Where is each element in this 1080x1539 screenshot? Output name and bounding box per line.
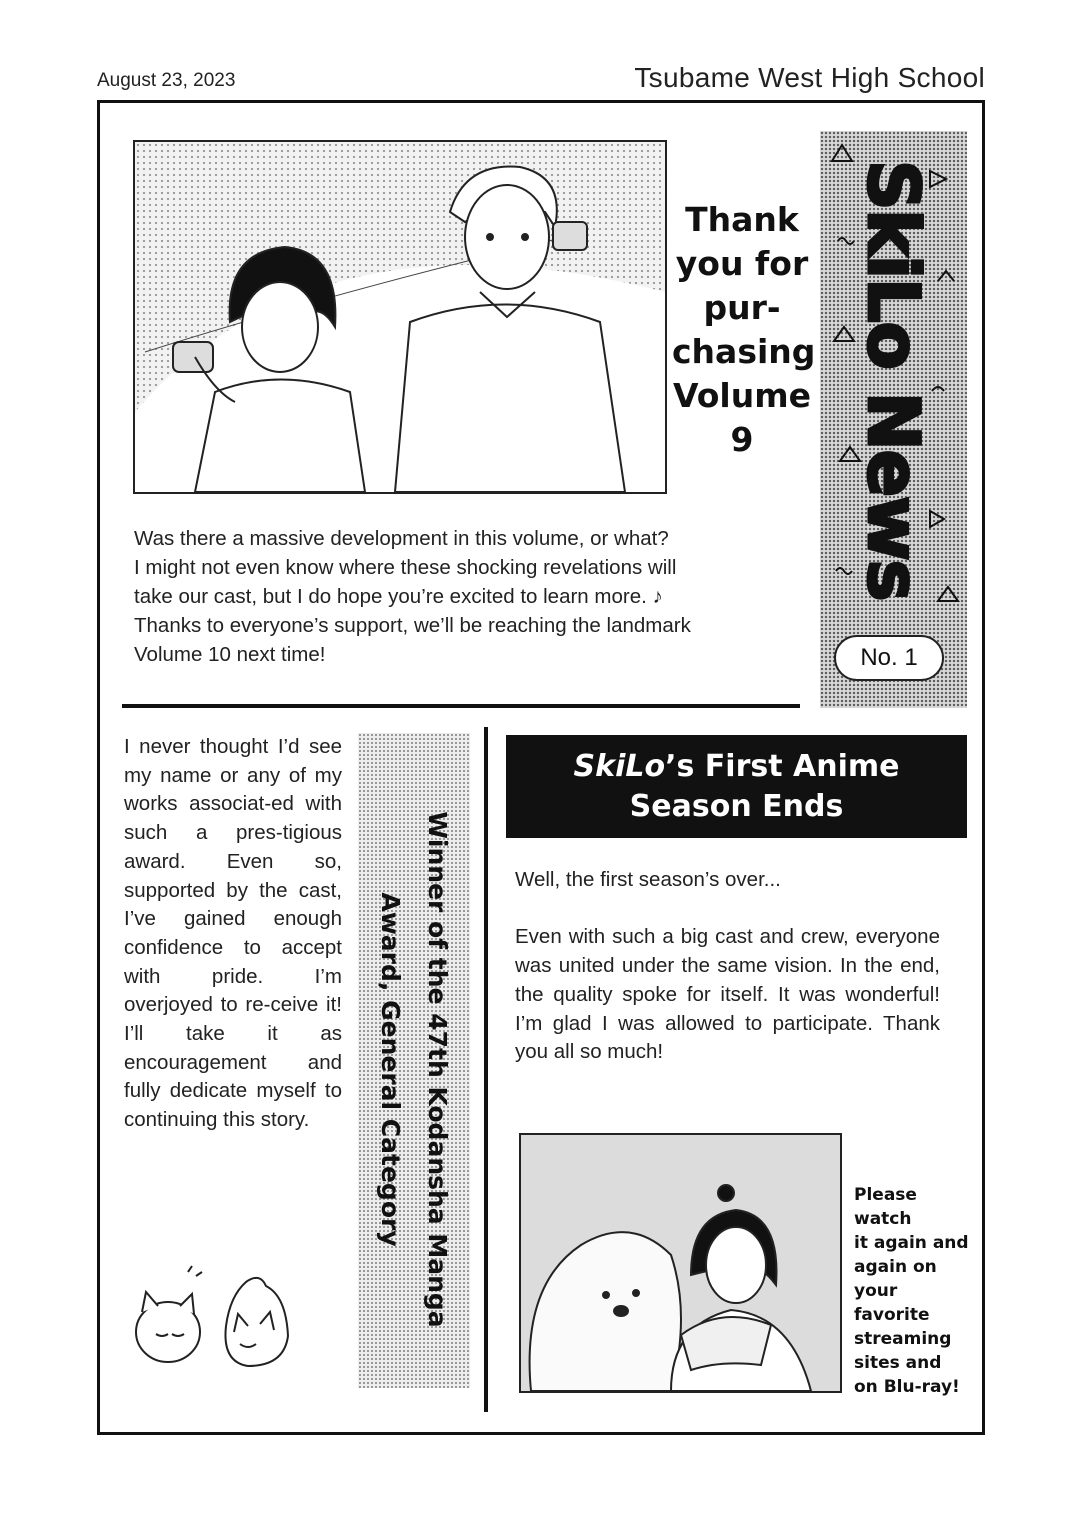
intro-line: take our cast, but I do hope you’re excited to learn more. ♪ (134, 585, 663, 608)
intro-line: Thanks to everyone’s support, we’ll be reaching the landmark (134, 614, 691, 637)
column-divider (484, 727, 488, 1412)
anime-heading-line1 (506, 747, 967, 787)
anime-para-1: Well, the first season’s over... (515, 868, 781, 891)
thanks-heading: Thank you for pur- chasing Volume 9 (672, 200, 816, 459)
anime-heading (506, 735, 967, 838)
girl-and-dog-illustration (521, 1135, 840, 1391)
award-title-line1: Winner of the 47th Kodansha Manga (423, 811, 452, 1328)
masthead-title-text: SkiLo News (852, 160, 934, 601)
top-illustration (133, 140, 667, 494)
intro-line: I might not even know where these shocking revelations will (134, 556, 677, 579)
bottom-illustration (519, 1133, 842, 1393)
watch-caption-line: sites and (854, 1353, 942, 1373)
watch-caption-line: again on your (854, 1257, 937, 1301)
watch-caption-line: favorite (854, 1305, 930, 1325)
sleeping-cats-illustration (128, 1262, 308, 1372)
watch-caption-line: streaming (854, 1329, 952, 1349)
award-title-line2: Award, General Category (376, 892, 405, 1247)
award-title-text (367, 782, 461, 1357)
issue-number-badge: No. 1 (834, 635, 944, 681)
anime-heading-rest: ’s First Anime (665, 749, 900, 784)
intro-paragraph (134, 524, 794, 669)
anime-heading-title: SkiLo (573, 749, 666, 784)
anime-para-2: Even with such a big cast and crew, everyone was united under the same vision. In the end, the quality spoke for itself. It was wonderful! I’m glad I was allowed to participate. Thank you all so much! (515, 925, 940, 1064)
intro-line: Volume 10 next time! (134, 643, 326, 666)
boy-figure (395, 167, 625, 492)
award-body: I never thought I’d see my name or any of my works associat-ed with such a pres-tigious award. Even so, supported by the cast, I’ve gained enough confidence to accept with pride. I’m overjoyed to re-ceive it! I’ll take it as encouragement and fully dedicate myself to continuing this story. (124, 735, 342, 1132)
issue-date: August 23, 2023 (97, 70, 236, 91)
school-name: Tsubame West High School (634, 62, 985, 93)
anime-body (515, 866, 940, 1096)
tin-can-phone-illustration (135, 142, 665, 492)
watch-caption-line: Please watch (854, 1185, 917, 1229)
watch-caption-line: on Blu-ray! (854, 1377, 960, 1397)
intro-line: Was there a massive development in this volume, or what? (134, 527, 669, 550)
anime-heading-line2: Season Ends (629, 789, 844, 824)
section-divider (122, 704, 800, 708)
watch-caption-line: it again and (854, 1233, 969, 1253)
watch-caption (854, 1183, 979, 1399)
